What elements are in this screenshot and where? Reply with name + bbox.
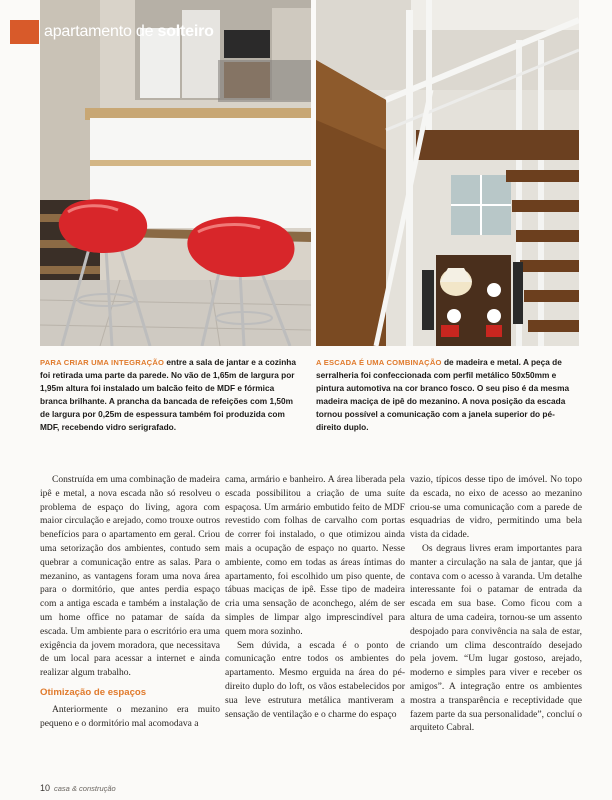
article-column-1 bbox=[40, 473, 220, 731]
caption-lead: PARA CRIAR UMA INTEGRAÇÃO bbox=[40, 358, 165, 367]
article-column-3 bbox=[410, 473, 582, 735]
caption-lead: A ESCADA É UMA COMBINAÇÃO bbox=[316, 358, 442, 367]
subheading: Otimização de espaços bbox=[40, 686, 147, 698]
paragraph: Construída em uma combinação de madeira ipê e metal, a nova escada não só resolveu o problema de espaço do living, agora com maior circulação e arejado, como trouxe outros benefícios para o apartamento em geral. Criou uma setorização dos ambientes, contudo sem quebrar a comunicação entre as salas. Para o mezanino, as vantagens foram uma nova área para o dormitório, que antes perdia espaço com a antiga escada e também a instalação de um home office no patamar de saída da escada. Um ambiente para o escritório era uma exigência da jovem moradora, que necessitava de um local para acessar a internet e ainda realizar algum trabalho. bbox=[40, 474, 220, 679]
paragraph: cama, armário e banheiro. A área liberada pela escada possibilitou a criação de uma suíte espaçosa. Um armário embutido feito de MDF revestido com folhas de carvalho com portas de correr foi instalado, o que otimizou ainda mais a ocupação de espaço no quarto. Nesse ambiente, como em todas as áreas íntimas do apartamento, foi escolhido um piso quente, de tábuas maciças de ipê. Esse tipo de madeira cria uma sensação de aconchego, além de ser simples de limpar algo imprescindível para quem mora sozinho. bbox=[225, 474, 405, 637]
kitchen-counter-photo bbox=[40, 0, 311, 346]
photo-caption-left: PARA CRIAR UMA INTEGRAÇÃO entre a sala de jantar e a cozinha foi retirada uma parte da parede. No vão de 1,65m de largura por 1,95m altura foi instalado um balcão feito de MDF e fórmica branca brilhante. A prancha da bancada de refeições com 1,50m de largura por 0,25m de espessura também foi produzida com MDF, recebendo vidro serigrafado. bbox=[40, 357, 296, 433]
section-title: apartamento de solteiro bbox=[44, 23, 214, 40]
article-column-2 bbox=[225, 473, 405, 721]
paragraph: Sem dúvida, a escada é o ponto de comunicação entre todos os ambientes do apartamento. Mesmo erguida na área do pé-direito duplo do loft, os vãos estabelecidos por sua leve estrutura metálica mantiveram a sensação de ventilação e o charme do espaço bbox=[225, 639, 405, 720]
photo-caption-right: A ESCADA É UMA COMBINAÇÃO de madeira e metal. A peça de serralheria foi confeccionada com perfil metálico 50x50mm e pintura automotiva na cor branco fosco. O seu piso é da mesma madeira maciça de ipê do mezanino. A nova posição da escada tornou possível a comunicação com a janela superior do pé-direito duplo. bbox=[316, 357, 570, 433]
paragraph: Os degraus livres eram importantes para manter a circulação na sala de jantar, que já contava com o acesso à varanda. Um detalhe interessante foi o patamar de entrada da escada em sua base. Como ficou com a altura de uma cadeira, tornou-se um assento despojado para convivência na sala de estar, criando um clima descontraído desejado pela jovem. “Um lugar gostoso, arejado, moderno e simples para viver e receber os amigos”. A integração entre os ambientes mostra a transparência e receptividade que fazem parte da sua personalidade”, concluí o arquiteto Cabral. bbox=[410, 542, 582, 734]
magazine-name: casa & construção bbox=[54, 784, 116, 793]
paragraph: Anteriormente o mezanino era muito pequeno e o dormitório mal acomodava a bbox=[40, 703, 220, 729]
staircase-photo bbox=[316, 0, 579, 346]
page-footer bbox=[40, 783, 116, 793]
paragraph: vazio, típicos desse tipo de imóvel. No topo da escada, no eixo de acesso ao mezanino criou-se uma comunicação com a parede de esquadrias de vidro, permitindo uma bela vista da cidade. bbox=[410, 474, 582, 541]
section-color-block bbox=[10, 20, 39, 44]
page-number: 10 bbox=[40, 783, 51, 793]
